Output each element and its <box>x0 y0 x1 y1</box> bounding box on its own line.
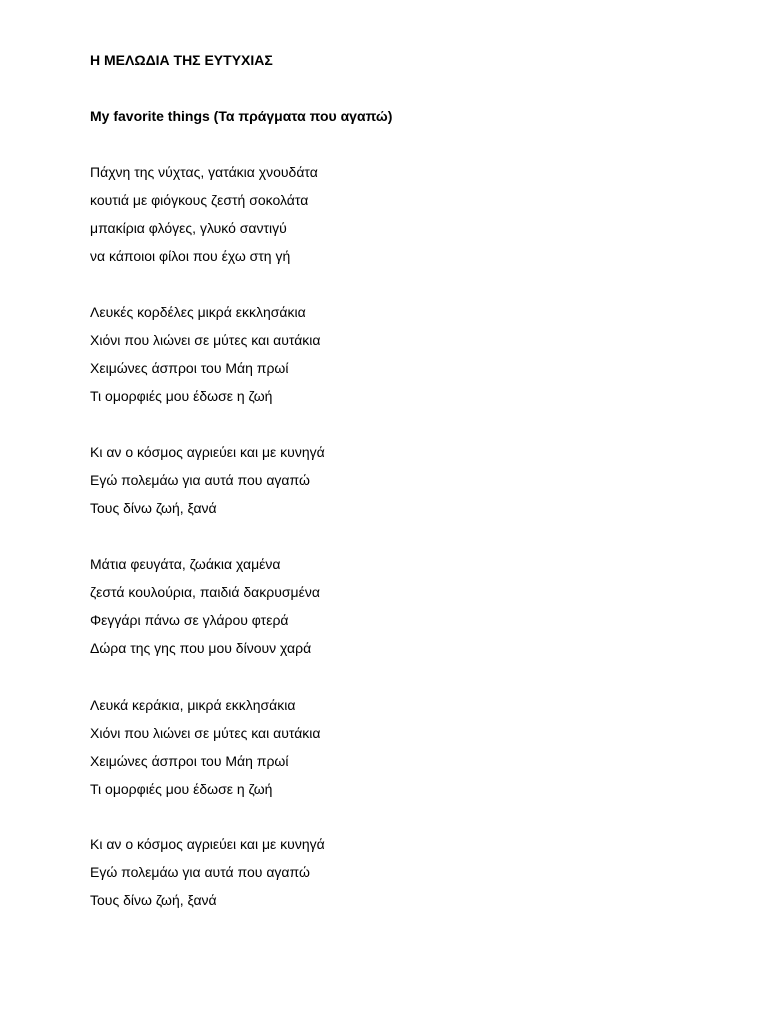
lyric-line: μπακίρια φλόγες, γλυκό σαντιγύ <box>90 220 287 236</box>
lyric-line: κουτιά με φιόγκους ζεστή σοκολάτα <box>90 192 309 208</box>
lyric-line: να κάποιοι φίλοι που έχω στη γή <box>90 248 291 264</box>
lyric-line: Φεγγάρι πάνω σε γλάρου φτερά <box>90 612 289 628</box>
lyric-line: Χιόνι που λιώνει σε μύτες και αυτάκια <box>90 725 321 741</box>
lyric-line: Εγώ πολεμάω για αυτά που αγαπώ <box>90 472 310 488</box>
lyric-line: Τους δίνω ζωή, ξανά <box>90 500 217 516</box>
lyric-line: Τι ομορφιές μου έδωσε η ζωή <box>90 781 273 797</box>
lyric-line: Τους δίνω ζωή, ξανά <box>90 892 217 908</box>
lyric-line: Εγώ πολεμάω για αυτά που αγαπώ <box>90 864 310 880</box>
lyric-line: Λευκά κεράκια, μικρά εκκλησάκια <box>90 697 296 713</box>
lyric-line: Χειμώνες άσπροι του Μάη πρωί <box>90 753 289 769</box>
lyric-line: Δώρα της γης που μου δίνουν χαρά <box>90 640 312 656</box>
lyric-line: Λευκές κορδέλες μικρά εκκλησάκια <box>90 304 306 320</box>
lyric-line: Χιόνι που λιώνει σε μύτες και αυτάκια <box>90 332 321 348</box>
lyric-line: Κι αν ο κόσμος αγριεύει και με κυνηγά <box>90 444 325 460</box>
lyric-line: Τι ομορφιές μου έδωσε η ζωή <box>90 388 273 404</box>
lyric-line: Πάχνη της νύχτας, γατάκια χνουδάτα <box>90 164 318 180</box>
lyric-line: Χειμώνες άσπροι του Μάη πρωί <box>90 360 289 376</box>
lyric-line: ζεστά κουλούρια, παιδιά δακρυσμένα <box>90 584 320 600</box>
lyric-line: Μάτια φευγάτα, ζωάκια χαμένα <box>90 556 281 572</box>
song-subtitle: My favorite things (Τα πράγματα που αγαπώ) <box>90 108 393 124</box>
document-title: Η ΜΕΛΩΔΙΑ ΤΗΣ ΕΥΤΥΧΙΑΣ <box>90 52 273 68</box>
lyric-line: Κι αν ο κόσμος αγριεύει και με κυνηγά <box>90 836 325 852</box>
